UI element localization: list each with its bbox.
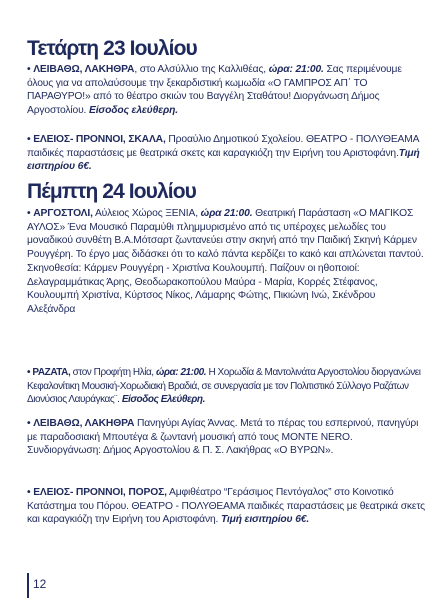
event-description: Θεατρική Παράσταση «Ο ΜΑΓΙΚΟΣ ΑΥΛΟΣ» Ένα Μουσικό Παραμύθι πλημμυρισμένο από τις υπέροχες μελωδίες του μοναδικού συνθέτη Β.Α.Μότσαρτ ζωντανεύει στην σκηνή από την Παιδική Σκηνή Κάρμεν Ρουγγέρη. Το έργο μας διδάσκει ότι το καλό πάντα κερδίζει το κακό και απλώνεται παντού. Σκηνοθεσία: Κάρμεν Ρουγγέρη - Χριστίνα Κουλουμπή. Παίζουν οι ηθοποιοί: Δελαγραμμάτικας Άρης, Θεοδωρακοπούλου Μαύρα - Μαρία, Κορρές Στέφανος, Κουλουμπή Χριστίνα, Κύρτσος Νίκος, Λάμαρης Φώτης, Πικιώνη Ινώ, Σκένδρου Αλεξάνδρα	[27, 208, 424, 315]
event-place: ΛΕΙΒΑΘΩ, ΛΑΚΗΘΡΑ	[33, 64, 135, 75]
day-title-wednesday: Τετάρτη 23 Ιουλίου	[27, 37, 197, 60]
bullet: •	[27, 208, 31, 219]
event-place: ΑΡΓΟΣΤΟΛΙ,	[33, 208, 93, 219]
event-description: Πανηγύρι Αγίας Άννας. Μετά το πέρας του εσπερινού, πανηγύρι με παραδοσιακή Μπουτέγα & ζωντανή μουσική από τους MONTE NERO. Συνδιοργάνωση: Δήμος Αργοστολίου & Π. Σ. Λακήθρας «Ο ΒΥΡΩΝ».	[27, 418, 419, 457]
event-livatho-lakithra-agia-anna	[27, 417, 425, 458]
event-place: ΡΑΖΑΤΑ,	[32, 367, 71, 378]
event-location-text: στον Προφήτη Ηλία,	[70, 367, 156, 378]
page-number-rule	[27, 573, 29, 598]
event-place: ΕΛΕΙΟΣ- ΠΡΟΝΝΟΙ, ΣΚΑΛΑ,	[33, 134, 166, 145]
event-description: Αμφιθέατρο “Γεράσιμος Πεντόγαλος” στο Κοινοτικό Κατάστημα του Πόρου. ΘΕΑΤΡΟ - ΠΟΛΥΘΕΑΜΑ παιδικές παραστάσεις με θεατρικά σκετς και καραγκιόζη την Ειρήνη του Αριστοφάνη.	[27, 487, 425, 526]
event-place: ΕΛΕΙΟΣ- ΠΡΟΝΝΟΙ, ΠΟΡΟΣ,	[33, 487, 167, 498]
event-razata-choir	[27, 366, 425, 407]
page-number: 12	[33, 577, 47, 591]
bullet: •	[27, 367, 31, 378]
event-argostoli-magic-flute	[27, 207, 425, 317]
bullet: •	[27, 487, 31, 498]
event-entry: Είσοδος Ελεύθερη.	[121, 394, 205, 406]
event-entry: Τιμή εισιτηρίου 6€.	[220, 514, 310, 526]
event-description: Σας περιμένουμε όλους για να απολαύσουμε την ξεκαρδιστική κωμωδία «Ο ΓΑΜΠΡΟΣ ΑΠ΄ ΤΟ ΠΑΡΑΘΥΡΟ!» από το θέατρο σκιών του Βαγγέλη Σταθάτου! Διοργάνωση Δήμος Αργοστολίου.	[27, 64, 402, 117]
day-title-thursday: Πέμπτη 24 Ιουλίου	[27, 180, 196, 203]
event-location-text: Αύλειος Χώρος ΞΕΝΙΑ,	[92, 208, 201, 219]
event-elios-pronnoi-poros	[27, 486, 425, 527]
event-place: ΛΕΙΒΑΘΩ, ΛΑΚΗΘΡΑ	[33, 418, 135, 429]
event-time: ώρα 21:00.	[200, 208, 253, 219]
event-entry: Είσοδος ελεύθερη.	[88, 105, 178, 117]
event-description: Προαύλιο Δημοτικού Σχολείου. ΘΕΑΤΡΟ - ΠΟΛΥΘΕΑΜΑ παιδικές παραστάσεις με θεατρικά σκετς και καραγκιόζη την Ειρήνη του Αριστοφάνη.	[27, 134, 419, 159]
event-livatho-lakithra-shadow-theatre	[27, 63, 425, 118]
event-time: ώρα: 21:00.	[268, 64, 324, 75]
bullet: •	[27, 418, 31, 429]
event-entry: Τιμή εισιτηρίου 6€.	[27, 147, 420, 173]
event-elios-pronnoi-skala	[27, 133, 425, 174]
bullet: •	[27, 64, 31, 75]
event-time: ώρα: 21:00.	[155, 367, 207, 378]
event-location-text: , στο Αλσύλλιο της Καλλιθέας,	[134, 64, 269, 75]
bullet: •	[27, 134, 31, 145]
event-description: Η Χορωδία & Μαντολινάτα Αργοστολίου διοργανώνει Κεφαλονίτικη Μουσική-Χορωδιακή Βραδιά, σε συνεργασία με τον Πολιτιστικό Σύλλογο Ραζάτων Διονύσιος Λαυράγκας¨.	[27, 367, 421, 406]
